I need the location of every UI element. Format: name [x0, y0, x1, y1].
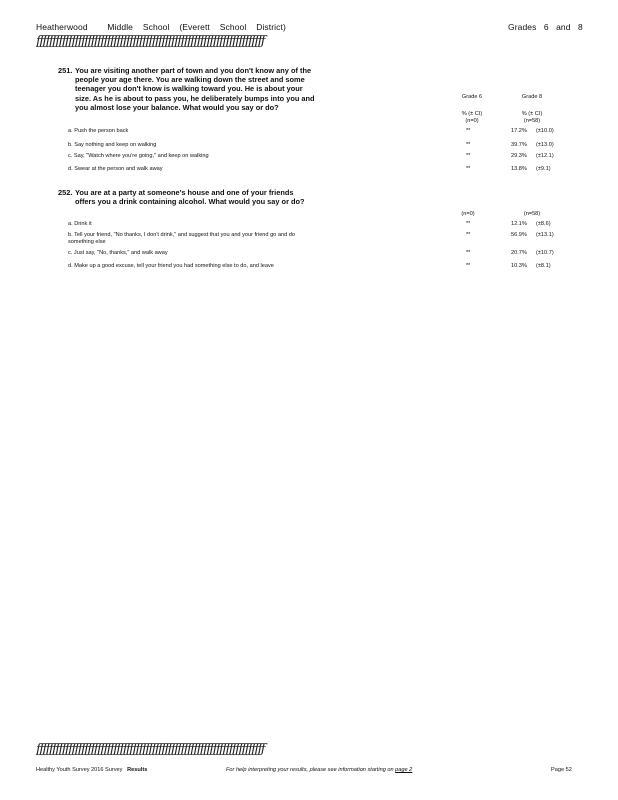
grades-label: Grades [508, 22, 537, 32]
q252-c-grade6: ** [466, 250, 471, 256]
header-school-name [36, 22, 286, 32]
q252-b-grade8: 56.9% [511, 232, 527, 238]
q251-option-d: d. Swear at the person and walk away [68, 166, 163, 172]
header-grades [508, 22, 583, 32]
q252-d-ci: (±8.1) [536, 263, 551, 269]
school-word-3: School [142, 22, 170, 32]
q251-a-grade6: ** [466, 128, 471, 134]
footer-survey [36, 767, 147, 773]
footer-page-link[interactable]: page 2 [395, 767, 413, 773]
footer-survey-name: Healthy Youth Survey 2016 Survey [36, 767, 123, 773]
q252-option-c: c. Just say, "No, thanks," and walk away [68, 250, 168, 256]
grade-8: 8 [577, 22, 583, 32]
q252-text: You are at a party at someone's house and one of your friends offers you a drink containing alcohol. What would you say or do? [75, 188, 305, 207]
q251-d-ci: (±9.1) [536, 166, 551, 172]
q251-col-grade6: Grade 6 [461, 94, 483, 100]
q251-text: You are visiting another part of town and you don't know any of the people your age there. You are walking down the street and some teenager you don't know is walking toward you. He is about your size. As he is about to pass you, he deliberately bumps into you and you almost lose your balance. What would you say or do? [75, 66, 315, 112]
district-word-2: School [219, 22, 247, 32]
q251-c-ci: (±12.1) [536, 153, 554, 159]
q251-option-c: c. Say, "Watch where you're going," and keep on walking [68, 153, 209, 159]
school-word-1: Heatherwood [36, 22, 88, 32]
bottom-rule: ƒƒƒƒƒƒƒƒƒƒƒƒƒƒƒƒƒƒƒƒƒƒƒƒƒƒƒƒƒƒƒƒƒƒƒƒƒƒƒƒƒƒƒƒƒƒƒƒƒƒƒƒƒƒƒƒƒƒƒƒƒƒƒƒƒƒƒƒƒƒƒ [36, 742, 265, 757]
q252-b-grade6: ** [466, 232, 471, 238]
q252-option-b: b. Tell your friend, "No thanks, I don't drink," and suggest that you and your friend go and do something else [68, 232, 295, 245]
q251-n-grade6: (n=0) [465, 118, 479, 124]
district-word-1: (Everett [179, 22, 210, 32]
q251-a-ci: (±10.0) [536, 128, 554, 134]
q251-d-grade8: 13.8% [511, 166, 527, 172]
q252-a-grade6: ** [466, 221, 471, 227]
top-rule: ƒƒƒƒƒƒƒƒƒƒƒƒƒƒƒƒƒƒƒƒƒƒƒƒƒƒƒƒƒƒƒƒƒƒƒƒƒƒƒƒƒƒƒƒƒƒƒƒƒƒƒƒƒƒƒƒƒƒƒƒƒƒƒƒƒƒƒƒƒƒƒ [36, 34, 265, 49]
footer-results: Results [127, 767, 148, 773]
q251-option-a: a. Push the person back [68, 128, 129, 134]
school-word-2: Middle [107, 22, 134, 32]
q252-b-ci: (±13.1) [536, 232, 554, 238]
q252-number: 252. [58, 188, 73, 197]
q251-d-grade6: ** [466, 166, 471, 172]
footer-help [226, 767, 412, 773]
district-word-3: District) [256, 22, 286, 32]
q251-b-ci: (±13.0) [536, 142, 554, 148]
q252-d-grade6: ** [466, 263, 471, 269]
q251-b-grade6: ** [466, 142, 471, 148]
q251-c-grade8: 29.3% [511, 153, 527, 159]
q252-a-ci: (±8.6) [536, 221, 551, 227]
q251-col-grade8: Grade 8 [521, 94, 543, 100]
q251-c-grade6: ** [466, 153, 471, 159]
q251-pct-grade8: % (± CI) [521, 111, 543, 117]
q252-n-grade8: (n=58) [523, 211, 541, 217]
q252-n-grade6: (n=0) [461, 211, 475, 217]
footer-help-text: For help interpreting your results, please see information starting on [226, 767, 394, 773]
q251-pct-grade6: % (± CI) [461, 111, 483, 117]
q252-option-d: d. Make up a good excuse, tell your friend you had something else to do, and leave [68, 263, 274, 269]
q251-a-grade8: 17.2% [511, 128, 527, 134]
q252-c-grade8: 20.7% [511, 250, 527, 256]
q252-c-ci: (±10.7) [536, 250, 554, 256]
grade-6: 6 [543, 22, 549, 32]
q251-number: 251. [58, 66, 73, 75]
q252-d-grade8: 10.3% [511, 263, 527, 269]
q251-option-b: b. Say nothing and keep on walking [68, 142, 157, 148]
q251-n-grade8: (n=58) [523, 118, 541, 124]
q251-b-grade8: 39.7% [511, 142, 527, 148]
q252-a-grade8: 12.1% [511, 221, 527, 227]
footer-page-number: Page 52 [551, 767, 572, 773]
grades-and: and [556, 22, 571, 32]
q252-option-a: a. Drink it [68, 221, 92, 227]
